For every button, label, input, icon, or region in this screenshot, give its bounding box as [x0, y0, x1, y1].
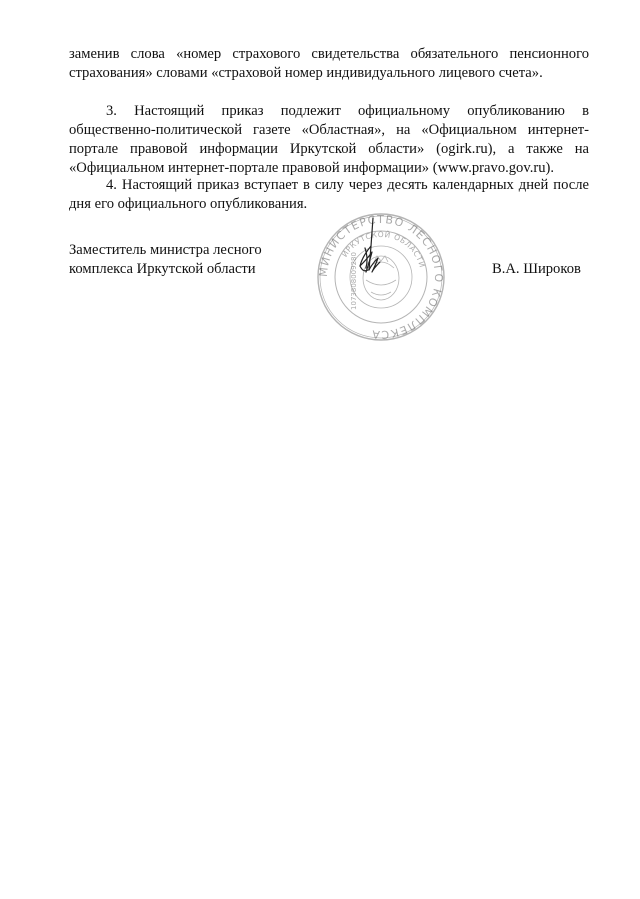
seal-inner-text: ИРКУТСКОЙ ОБЛАСТИ	[339, 229, 427, 269]
seal-outer-text: МИНИСТЕРСТВО ЛЕСНОГО КОМПЛЕКСА	[316, 212, 446, 342]
signatory-title-line2: комплекса Иркутской области	[69, 261, 256, 277]
seal-number: 1073808009280	[350, 252, 358, 310]
paragraph-3-publication: 3. Настоящий приказ подлежит официальному опубликованию в общественно-политической газете «Областная», на «Официальном интернет-портале правовой информации Иркутской области» (ogirk.ru), а также на «Официальном интернет-портале правовой информации» (www.pravo.gov.ru).	[69, 103, 589, 176]
official-seal-stamp	[316, 208, 446, 368]
paragraph-4-effective-date: 4. Настоящий приказ вступает в силу через десять календарных дней после дня его официального опубликования.	[69, 177, 589, 212]
signatory-title-line1: Заместитель министра лесного	[69, 242, 262, 258]
paragraph-continuation: заменив слова «номер страхового свидетельства обязательного пенсионного страхования» словами «страховой номер индивидуального лицевого счета».	[69, 46, 589, 81]
signatory-name: В.А. Широков	[492, 261, 581, 277]
signatory-title	[69, 241, 262, 279]
